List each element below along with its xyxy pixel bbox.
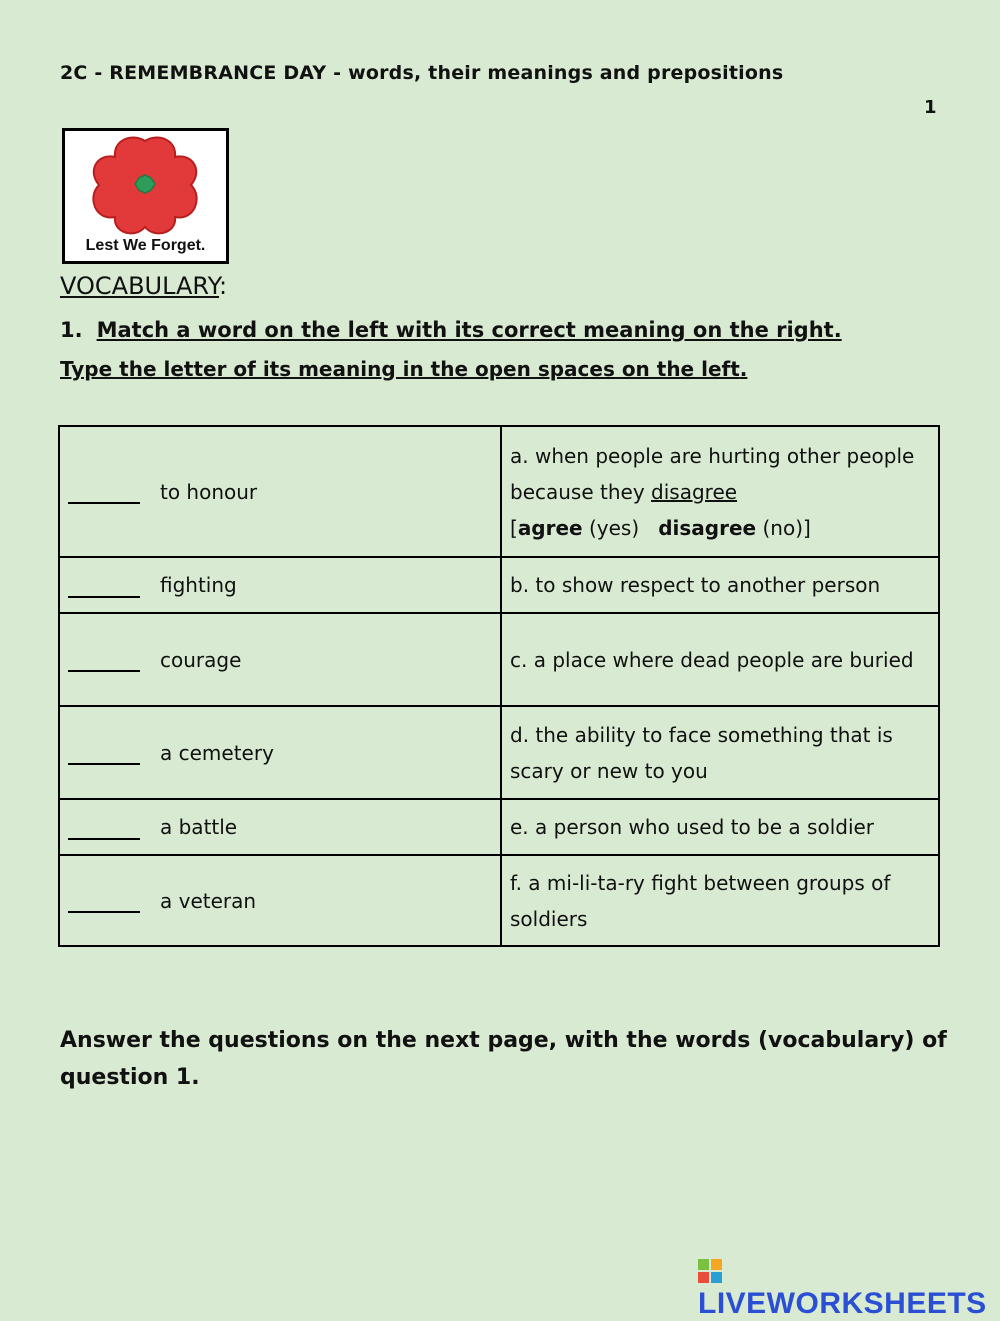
question-instruction-1: 1. Match a word on the left with its correct meaning on the right. <box>60 318 842 342</box>
question-number: 1. <box>60 318 83 342</box>
answer-input[interactable] <box>68 743 140 765</box>
table-row <box>59 613 939 706</box>
table-row <box>59 426 939 557</box>
meaning-cell: d. the ability to face something that is scary or new to you <box>501 706 939 799</box>
meaning-cell: a. when people are hurting other people because they disagree [agree (yes) disagree (no)] <box>501 426 939 557</box>
table-row <box>59 799 939 855</box>
word-label: a veteran <box>160 888 257 913</box>
answer-input[interactable] <box>68 576 140 598</box>
vocabulary-heading: VOCABULARY: <box>60 272 228 300</box>
answer-input[interactable] <box>68 650 140 672</box>
liveworksheets-icon <box>698 1259 722 1283</box>
answer-input[interactable] <box>68 891 140 913</box>
table-row <box>59 855 939 946</box>
poppy-icon <box>85 135 205 235</box>
word-cell <box>59 557 501 613</box>
worksheet-title: 2C - REMEMBRANCE DAY - words, their meanings and prepositions <box>60 62 784 84</box>
word-label: fighting <box>160 573 237 597</box>
word-label: a battle <box>160 815 238 839</box>
word-cell <box>59 426 501 557</box>
question-instruction-2: Type the letter of its meaning in the open spaces on the left. <box>60 357 748 381</box>
matching-table <box>58 425 940 947</box>
poppy-caption: Lest We Forget. <box>85 237 206 254</box>
word-cell <box>59 613 501 706</box>
word-label: a cemetery <box>160 740 274 765</box>
liveworksheets-logo[interactable]: LIVEWORKSHEETS <box>698 1253 1000 1321</box>
footer-instruction: Answer the questions on the next page, with the words (vocabulary) of question 1. <box>60 1028 947 1090</box>
meaning-cell: c. a place where dead people are buried <box>501 613 939 706</box>
page-number: 1 <box>924 97 937 118</box>
word-label: courage <box>160 647 242 672</box>
table-row <box>59 557 939 613</box>
word-cell <box>59 706 501 799</box>
meaning-cell: f. a mi-li-ta-ry fight between groups of soldiers <box>501 855 939 946</box>
meaning-cell: e. a person who used to be a soldier <box>501 799 939 855</box>
word-label: to honour <box>160 479 258 504</box>
word-cell <box>59 799 501 855</box>
word-cell <box>59 855 501 946</box>
poppy-image <box>62 128 229 264</box>
meaning-cell: b. to show respect to another person <box>501 557 939 613</box>
table-row <box>59 706 939 799</box>
answer-input[interactable] <box>68 482 140 504</box>
answer-input[interactable] <box>68 818 140 840</box>
